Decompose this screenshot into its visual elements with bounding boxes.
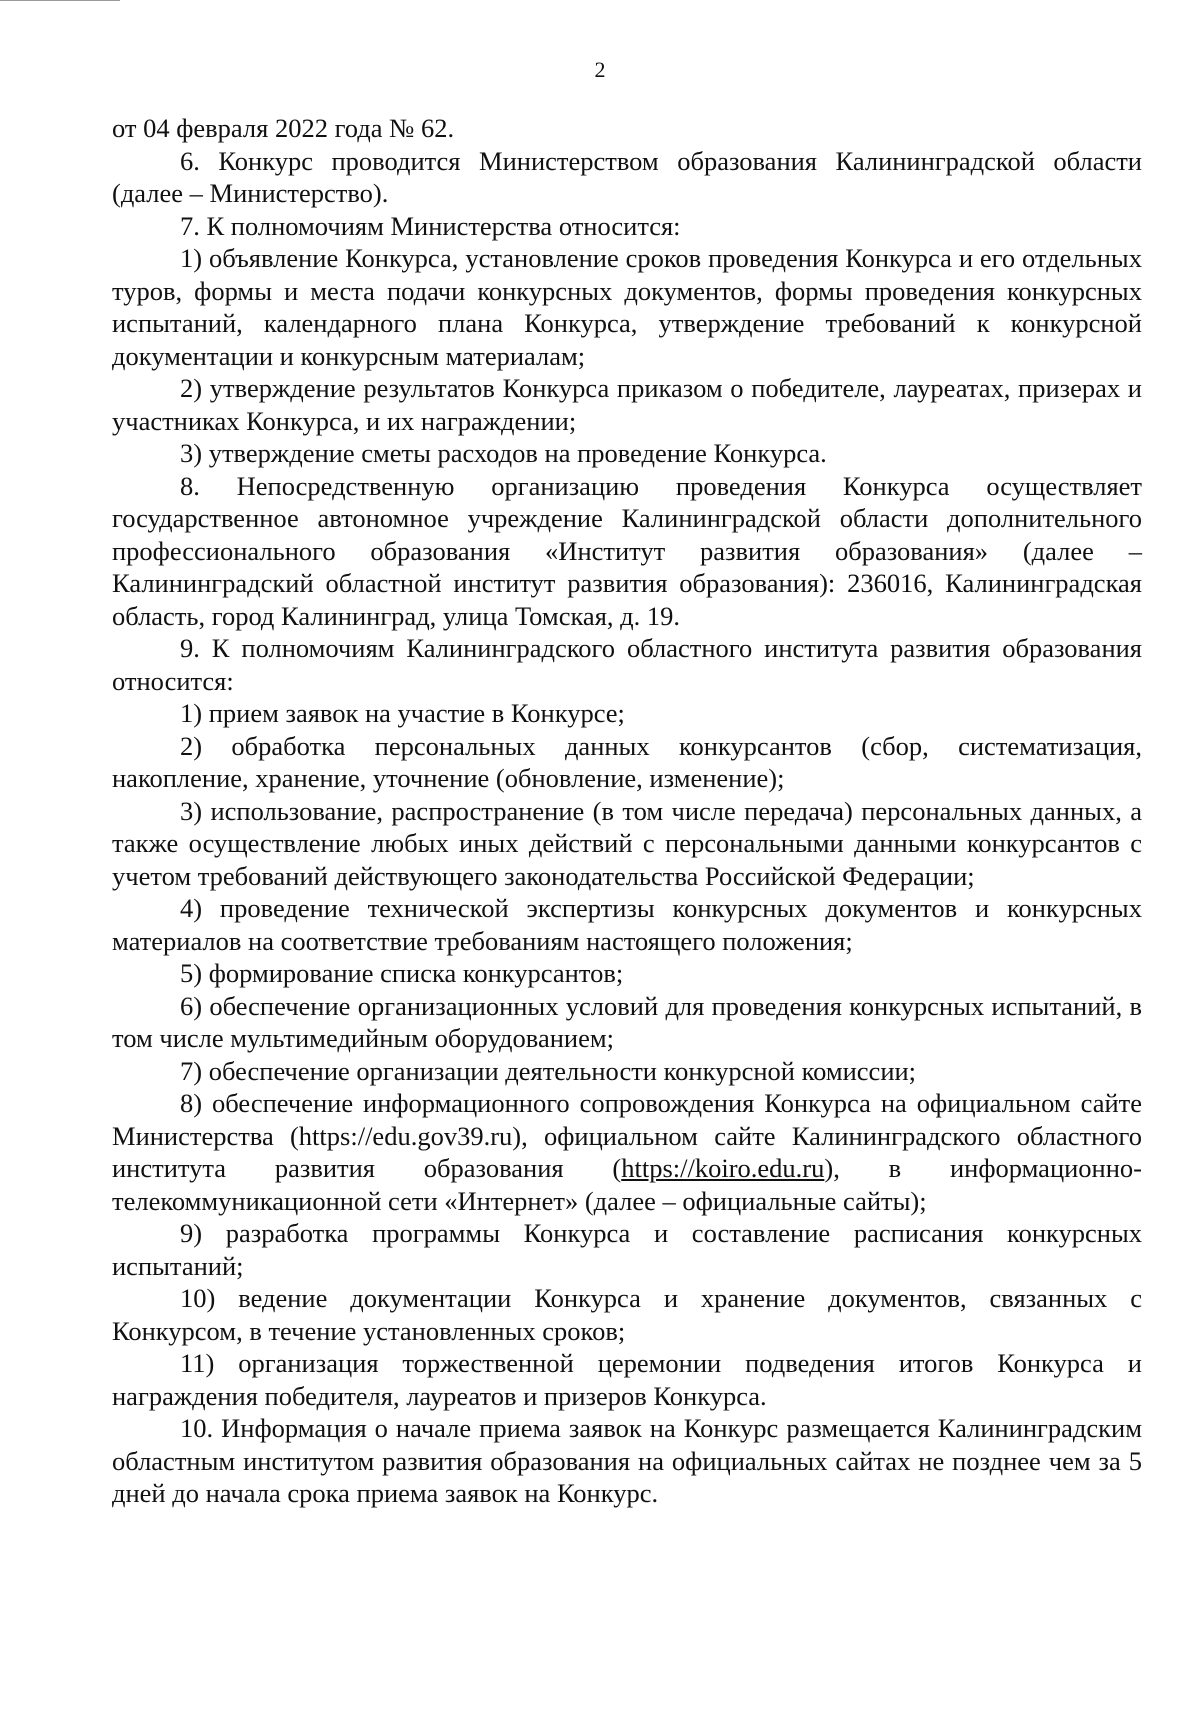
- paragraph-7-item-3: 3) утверждение сметы расходов на проведение Конкурса.: [180, 438, 827, 468]
- paragraph-9-item-8-text-after: ), в информационно-телекоммуникационной сети «Интернет» (далее – официальные сайты);: [112, 1153, 1142, 1216]
- paragraph-9-item-7: 7) обеспечение организации деятельности конкурсной комиссии;: [180, 1055, 917, 1086]
- page-number: 2: [594, 57, 606, 82]
- document-body: [112, 112, 1142, 1510]
- paragraph-9-item-4: 4) проведение технической экспертизы конкурсных документов и конкурсных материалов на соответствие требованиям настоящего положения;: [112, 893, 1142, 956]
- paragraph-9-item-6: 6) обеспечение организационных условий для проведения конкурсных испытаний, в том числе мультимедийным оборудованием;: [112, 990, 1142, 1053]
- paragraph-7: 7. К полномочиям Министерства относится:: [180, 210, 681, 241]
- paragraph-9-item-1: 1) прием заявок на участие в Конкурсе;: [180, 698, 625, 728]
- paragraph-9-item-8-text-before: 8) обеспечение информационного сопровождения Конкурса на официальном сайте Министерства (https://edu.gov39.ru), официальном сайте Калининградского областного института развития образования (: [112, 1088, 1142, 1183]
- paragraph-9-item-2: 2) обработка персональных данных конкурсантов (сбор, систематизация, накопление, хранение, уточнение (обновление, изменение);: [112, 730, 1142, 793]
- paragraph-8: 8. Непосредственную организацию проведения Конкурса осуществляет государственное автономное учреждение Калининградской области дополнительного профессионального образования «Институт развития образования» (далее – Калининградский областной институт развития образования): 236016, Калининградская область, город Калининград, улица Томская, д. 19.: [112, 470, 1142, 631]
- paragraph-9-item-9: 9) разработка программы Конкурса и составление расписания конкурсных испытаний;: [112, 1218, 1142, 1281]
- paragraph-10: 10. Информация о начале приема заявок на Конкурс размещается Калининградским областным институтом развития образования на официальных сайтах не позднее чем за 5 дней до начала срока приема заявок на Конкурс.: [112, 1413, 1142, 1508]
- paragraph-9-item-8: [112, 1087, 1142, 1217]
- paragraph-9-item-10: 10) ведение документации Конкурса и хранение документов, связанных с Конкурсом, в течение установленных сроков;: [112, 1283, 1142, 1346]
- paragraph-9: 9. К полномочиям Калининградского областного института развития образования относится:: [112, 633, 1142, 696]
- paragraph-7-item-2: 2) утверждение результатов Конкурса приказом о победителе, лауреатах, призерах и участниках Конкурса, и их награждении;: [112, 373, 1142, 436]
- paragraph-9-item-5: 5) формирование списка конкурсантов;: [180, 958, 624, 988]
- paragraph-6: 6. Конкурс проводится Министерством образования Калининградской области (далее – Министерство).: [112, 145, 1142, 208]
- scan-edge-mark: [0, 0, 120, 9]
- koiro-website-link[interactable]: https://koiro.edu.ru: [621, 1153, 825, 1183]
- paragraph-9-item-11: 11) организация торжественной церемонии подведения итогов Конкурса и награждения победителя, лауреатов и призеров Конкурса.: [112, 1348, 1142, 1411]
- paragraph-9-item-3: 3) использование, распространение (в том числе передача) персональных данных, а также осуществление любых иных действий с персональными данными конкурсантов с учетом требований действующего законодательства Российской Федерации;: [112, 795, 1142, 891]
- paragraph-7-item-1: 1) объявление Конкурса, установление сроков проведения Конкурса и его отдельных туров, формы и места подачи конкурсных документов, формы проведения конкурсных испытаний, календарного плана Конкурса, утверждение требований к конкурсной документации и конкурсным материалам;: [112, 243, 1142, 371]
- paragraph-continuation: от 04 февраля 2022 года № 62.: [112, 113, 455, 143]
